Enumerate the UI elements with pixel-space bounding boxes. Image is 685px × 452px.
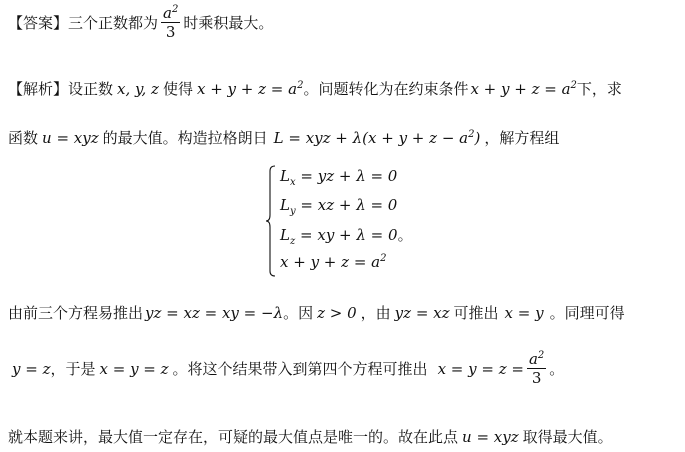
analysis-l1-b: 使得	[162, 80, 193, 98]
analysis-line-2	[8, 127, 559, 148]
eq1-subscript: x	[289, 177, 296, 188]
analysis-l3-eq3: yz = xz	[394, 303, 450, 322]
analysis-lagrangian: L = xyz + λ(x + y + z − a	[273, 128, 469, 147]
answer-text-after: 时乘积最大。	[183, 14, 274, 32]
analysis-l4-b: 。将这个结果带入到第四个方程可推出	[172, 360, 428, 378]
eq1-lhs: L	[280, 167, 290, 185]
left-brace-icon	[266, 165, 276, 277]
analysis-l3-eq1: yz = xz = xy = −λ	[145, 303, 284, 322]
analysis-l1-eq1-exponent: 2	[297, 79, 304, 91]
eq4-text: x + y + z = a	[280, 253, 381, 271]
analysis-l3-b: 。因	[283, 304, 314, 322]
eq2-subscript: y	[289, 206, 296, 217]
analysis-l1-vars: x, y, z	[117, 79, 159, 98]
analysis-line-5	[8, 426, 613, 447]
analysis-l5-a: 就本题来讲，最大值一定存在，可疑的最大值点是唯一的。故在此点	[8, 428, 459, 446]
analysis-l3-e: 。同理可得	[549, 304, 625, 322]
analysis-l3-d: 可推出	[453, 304, 499, 322]
analysis-l1-eq2: x + y + z = a	[470, 79, 571, 98]
analysis-l4-eq1: y = z	[12, 359, 51, 378]
system-equation-3	[280, 224, 413, 245]
eq2-lhs: L	[280, 196, 290, 214]
analysis-lagrangian-close: )	[474, 128, 481, 147]
analysis-l1-eq1: x + y + z = a	[196, 79, 298, 98]
answer-line	[8, 4, 273, 41]
analysis-line-1	[8, 78, 622, 99]
analysis-l2-c: ，解方程组	[484, 129, 560, 147]
analysis-l1-d: 下，求	[576, 80, 622, 98]
answer-tag: 【答案】	[8, 14, 69, 32]
system-equation-2	[280, 196, 398, 217]
answer-frac-exponent: 2	[171, 4, 179, 15]
analysis-l1-eq2-exponent: 2	[570, 79, 577, 91]
eq3-rhs: = xy + λ = 0	[295, 226, 398, 244]
analysis-l4-a: ，于是	[50, 360, 96, 378]
analysis-l2-b: 的最大值。构造拉格朗日	[102, 129, 268, 147]
eq4-exponent: 2	[380, 253, 387, 264]
analysis-l1-a: 设正数	[68, 80, 114, 98]
analysis-l2-a: 函数	[8, 129, 39, 147]
system-equation-4	[280, 253, 386, 271]
system-equation-1	[280, 167, 398, 188]
analysis-l3-a: 由前三个方程易推出	[8, 304, 144, 322]
analysis-l4-eq3: x = y = z =	[437, 359, 524, 378]
analysis-l4-frac-exponent: 2	[537, 350, 545, 361]
equation-system	[266, 165, 426, 280]
eq2-rhs: = xz + λ = 0	[295, 196, 398, 214]
eq3-subscript: z	[289, 236, 296, 247]
eq3-lhs: L	[280, 226, 290, 244]
analysis-l1-c: 。问题转化为在约束条件	[303, 80, 469, 98]
analysis-l4-fraction	[527, 350, 546, 387]
analysis-l4-frac-numerator: a	[528, 350, 538, 368]
answer-fraction	[161, 4, 180, 41]
analysis-l5-eq: u = xyz	[462, 427, 519, 446]
answer-frac-numerator: a	[163, 4, 172, 22]
analysis-l5-b: 取得最大值。	[522, 428, 613, 446]
answer-text-before: 三个正数都为	[68, 14, 159, 32]
analysis-l4-c: 。	[549, 360, 565, 378]
analysis-l4-frac-denominator: 3	[531, 369, 542, 387]
analysis-lagrangian-exponent: 2	[468, 128, 475, 140]
eq1-rhs: = yz + λ = 0	[295, 167, 398, 185]
analysis-line-4	[8, 350, 564, 387]
analysis-l4-eq2: x = y = z	[99, 359, 169, 378]
analysis-l3-eq4: x = y	[504, 303, 544, 322]
eq3-tail: 。	[397, 226, 413, 244]
analysis-l2-eq: u = xyz	[42, 128, 99, 147]
analysis-l3-c: ，由	[360, 304, 391, 322]
analysis-line-3	[8, 302, 625, 323]
answer-frac-denominator: 3	[165, 23, 176, 41]
analysis-tag: 【解析】	[8, 80, 69, 98]
analysis-l3-eq2: z > 0	[317, 303, 357, 322]
